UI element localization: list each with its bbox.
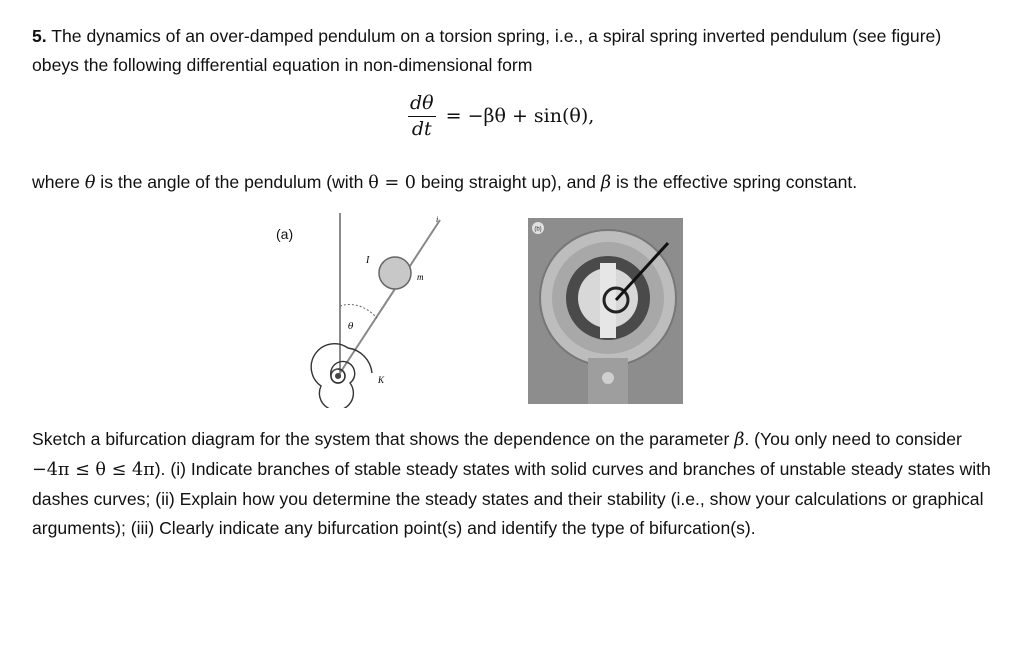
pivot-point [335,373,341,379]
definition-text-3: is the effective spring constant. [615,172,858,192]
where-text: where [32,172,80,192]
beta-symbol: β [600,173,612,193]
problem-number: 5. [32,26,47,46]
derivative-fraction [408,92,436,140]
pendulum-rod [338,220,440,376]
task-text-3: ). (i) Indicate branches of stable steady states with solid curves and branches of unstable steady states with dashes curves; (ii) Explain how you determine the steady states and their stability (i.e., show your calculations or graphical arguments); (iii) Clearly indicate any bifurcation point(s) and identify the type of bifurcation(s). [32,459,991,538]
equation-rhs: = −βθ + sin(θ), [445,105,595,127]
pendulum-bob [379,257,411,289]
theta-zero: θ = 0 [368,173,416,193]
apparatus-photo [528,218,683,404]
differential-equation [408,92,594,140]
angle-arc [340,305,377,319]
equation-denominator: dt [411,118,432,140]
label-theta: θ [348,322,354,332]
definition-text-2: being straight up), and [420,172,596,192]
stand-knob [602,372,614,384]
problem-statement [32,22,992,80]
panel-a-label: (a) [276,226,294,242]
spiral-spring [311,344,372,408]
task-beta-symbol: β [734,430,745,450]
problem-intro: The dynamics of an over-damped pendulum on a torsion spring, i.e., a spiral spring inverted pendulum (see figure) obeys the following differential equation in non-dimensional form [32,26,942,75]
label-I: I [366,255,370,266]
task-text-2: . (You only need to consider [744,429,962,449]
panel-b-label: (b) [534,226,542,233]
label-K: K [378,375,385,385]
center-post [600,263,616,338]
theta-range: −4π ≤ θ ≤ 4π [32,460,155,480]
equation-numerator: dθ [408,92,436,117]
definitions-line [32,168,992,198]
label-m: m [417,272,424,282]
task-text-1: Sketch a bifurcation diagram for the system that shows the dependence on the parameter [32,429,730,449]
task-statement [32,425,992,543]
pendulum-diagram [300,208,470,408]
definition-text-1: is the angle of the pendulum (with [100,172,364,192]
label-i: i [436,215,439,224]
apparatus-illustration [528,218,683,404]
theta-symbol: θ [84,173,96,193]
